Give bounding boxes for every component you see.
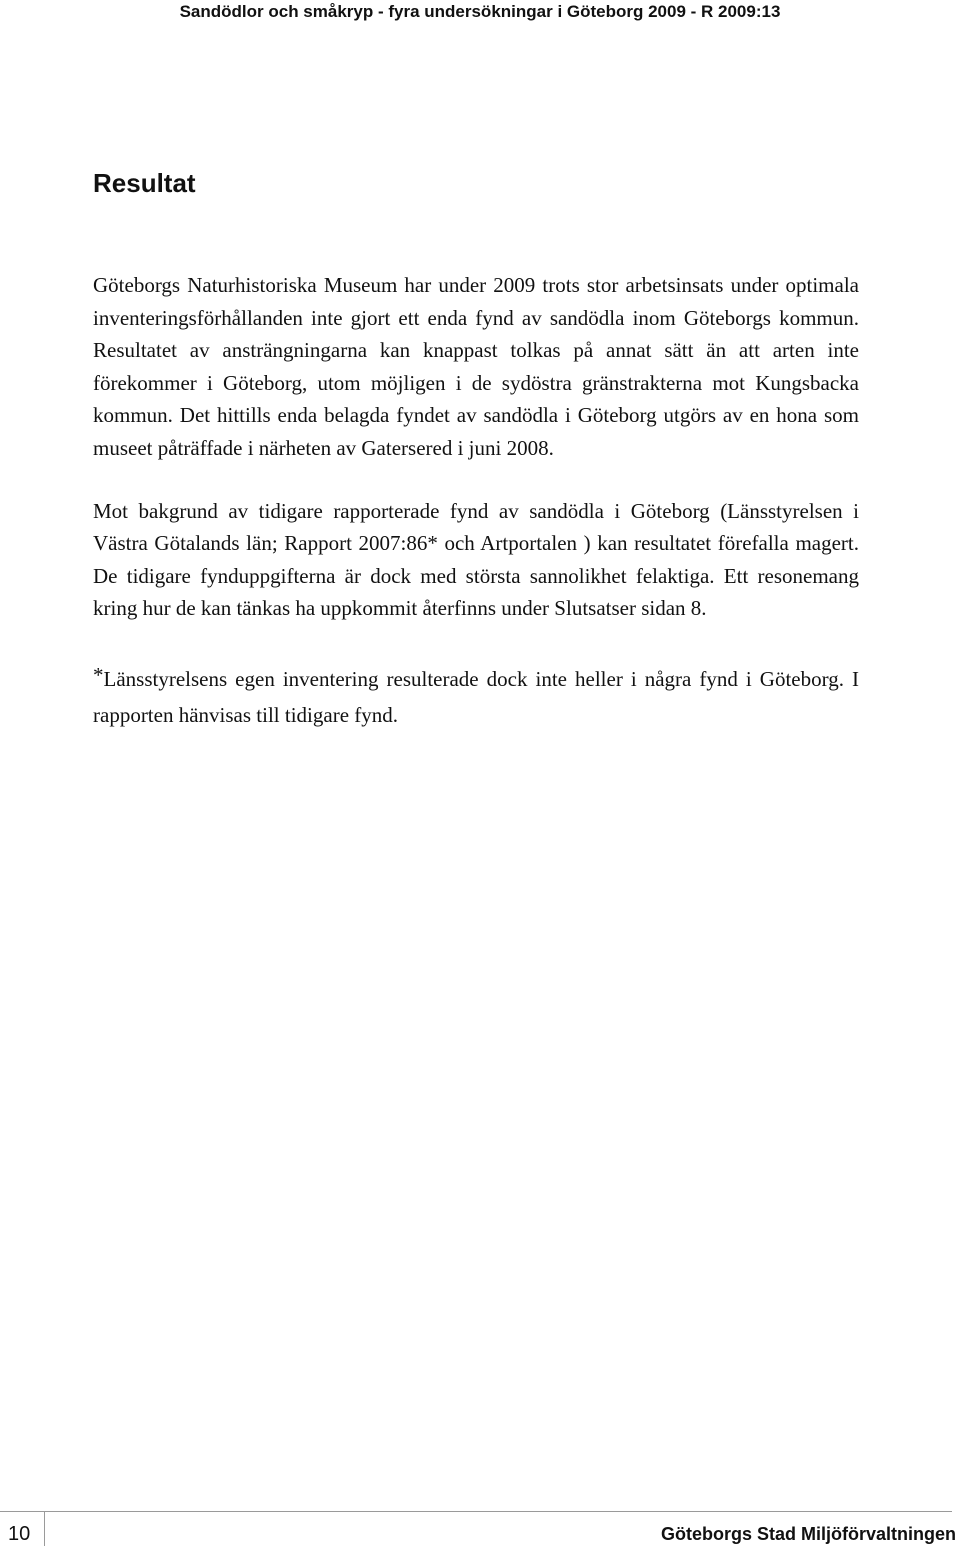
footnote	[93, 661, 859, 733]
page-number: 10	[8, 1523, 31, 1545]
footnote-text: Länsstyrelsens egen inventering resulterade dock inte heller i några fynd i Göteborg. I rapporten hänvisas till tidigare fynd.	[93, 666, 859, 727]
footer-rule	[0, 1511, 952, 1512]
footer-organization: Göteborgs Stad Miljöförvaltningen	[660, 1524, 956, 1544]
footer-divider	[44, 1511, 45, 1546]
footnote-marker: *	[93, 662, 104, 687]
body-paragraph-1: Göteborgs Naturhistoriska Museum har under 2009 trots stor arbetsinsats under optimala inventeringsförhållanden inte gjort ett enda fynd av sandödla inom Göteborgs kommun. Resultatet av ansträngningarna kan knappast tolkas på annat sätt än att arten inte förekommer i Göteborg, utom möjligen i de sydöstra gränstrakterna mot Kungsbacka kommun. Det hittills enda belagda fyndet av sandödla i Göteborg utgörs av en hona som museet påträffade i närheten av Gatersered i juni 2008.	[93, 273, 859, 460]
section-title: Resultat	[93, 168, 196, 198]
main-content	[93, 166, 859, 733]
body-paragraph-2: Mot bakgrund av tidigare rapporterade fynd av sandödla i Göteborg (Länsstyrelsen i Västra Götalands län; Rapport 2007:86* och Artportalen ) kan resultatet förefalla magert. De tidigare fynduppgifterna är dock med största sannolikhet felaktiga. Ett resonemang kring hur de kan tänkas ha uppkommit återfinns under Slutsatser sidan 8.	[93, 498, 859, 621]
running-header: Sandödlor och småkryp - fyra undersökningar i Göteborg 2009 - R 2009:13	[179, 2, 781, 21]
